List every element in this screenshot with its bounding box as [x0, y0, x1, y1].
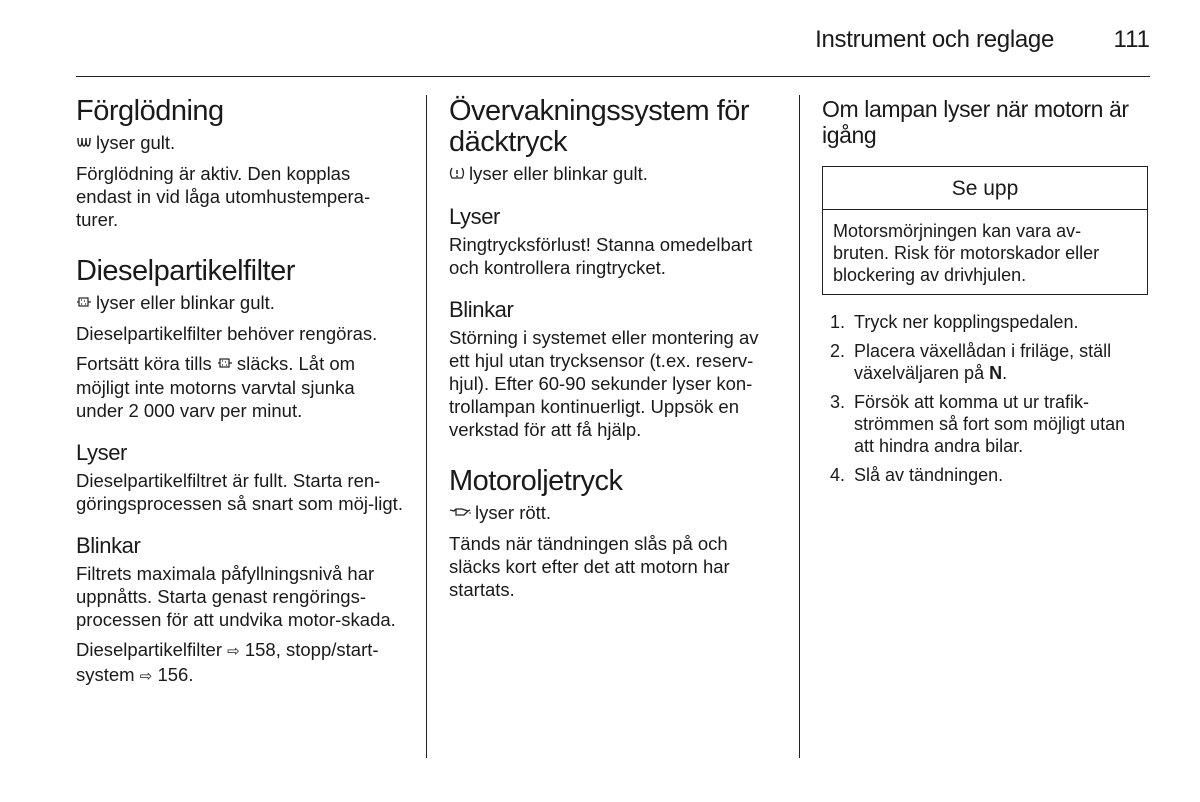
particle-filter-icon	[217, 353, 233, 376]
section-title-motoroljetryck: Motoroljetryck	[449, 465, 623, 497]
subheading-blinkar: Blinkar	[76, 533, 141, 558]
section-title-dieselpartikelfilter: Dieselpartikelfilter	[76, 255, 295, 287]
cross-reference: Dieselpartikelfilter ⇨ 158, stopp/start-system ⇨ 156.	[76, 639, 379, 685]
paragraph: Tänds när tändningen slås på och släcks kort efter det att motorn har startats.	[449, 533, 730, 600]
list-item: 3. Försök att komma ut ur trafik-strömmen så fort som möjligt utan att hindra andra bilar.	[830, 392, 1126, 456]
page-number: 111	[1113, 26, 1150, 53]
indicator-line: lyser gult.	[76, 131, 406, 155]
list-item: 4. Slå av tändningen.	[830, 465, 1004, 485]
paragraph: Dieselpartikelfilter behöver rengöras.	[76, 323, 378, 344]
caution-title: Se upp	[823, 167, 1147, 210]
subheading-lyser: Lyser	[449, 204, 500, 229]
column-divider	[799, 95, 800, 758]
step-list	[822, 311, 1150, 486]
paragraph: Fortsätt köra tills släcks. Låt om möjligt inte motorns varvtal sjunka under 2 000 varv per minut.	[76, 353, 356, 421]
indicator-line: lyser eller blinkar gult.	[449, 162, 781, 186]
tire-pressure-icon	[449, 163, 465, 186]
chapter-title: Instrument och reglage	[815, 26, 1054, 53]
column-divider	[426, 95, 427, 758]
column-2	[449, 96, 781, 608]
caution-box	[822, 166, 1148, 295]
paragraph: Dieselpartikelfiltret är fullt. Starta ren-göringsprocessen så snart som möj-ligt.	[76, 470, 403, 514]
subheading-blinkar: Blinkar	[449, 297, 514, 322]
paragraph: Förglödning är aktiv. Den kopplas endast in vid låga utomhustempera-turer.	[76, 163, 371, 230]
subheading-lyser: Lyser	[76, 440, 127, 465]
indicator-line: lyser rött.	[449, 501, 781, 525]
indicator-line: lyser eller blinkar gult.	[76, 291, 406, 315]
section-title-dacktryck: Övervakningssystem för däcktryck	[449, 95, 750, 158]
reference-arrow-icon: ⇨	[227, 642, 240, 660]
paragraph: Filtrets maximala påfyllningsnivå har uppnåtts. Starta genast rengörings-processen för att undvika motor-skada.	[76, 563, 396, 630]
list-item: 1. Tryck ner kopplingspedalen.	[830, 312, 1079, 332]
paragraph: Ringtrycksförlust! Stanna omedelbart och kontrollera ringtrycket.	[449, 234, 753, 278]
paragraph: Störning i systemet eller montering av ett hjul utan trycksensor (t.ex. reserv-hjul). Efter 60-90 sekunder lyser kon-trollampan kontinuerligt. Uppsök en verkstad för att få hjälp.	[449, 327, 759, 440]
list-item: 2. Placera växellådan i friläge, ställ växelväljaren på N.	[830, 341, 1112, 383]
column-1	[76, 96, 406, 695]
section-title-om-lampan: Om lampan lyser när motorn är igång	[822, 96, 1129, 148]
section-title-forglodning: Förglödning	[76, 95, 224, 127]
page-header	[76, 22, 1150, 77]
oil-can-icon	[449, 502, 471, 525]
reference-arrow-icon: ⇨	[139, 667, 153, 685]
particle-filter-icon	[76, 292, 92, 315]
column-3	[822, 96, 1150, 493]
caution-body: Motorsmörjningen kan vara av-bruten. Risk för motorskador eller blockering av drivhjulen.	[833, 221, 1100, 285]
glow-plug-icon	[76, 132, 92, 155]
